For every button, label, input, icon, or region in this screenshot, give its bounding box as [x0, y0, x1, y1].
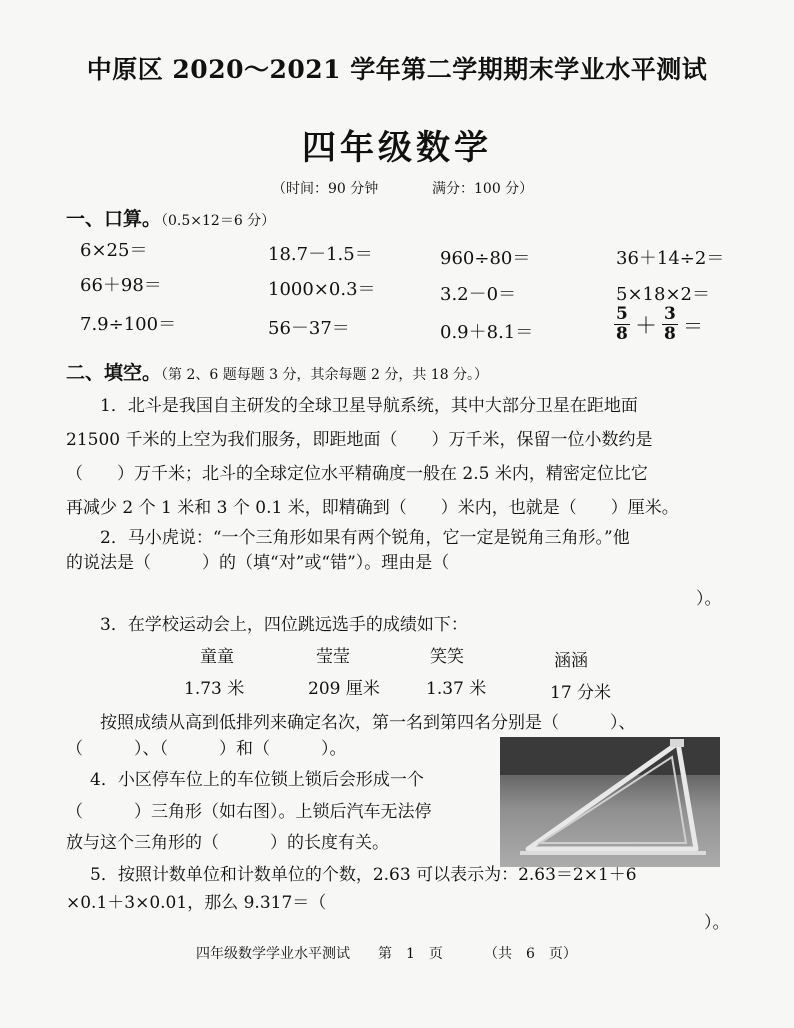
calc-problem: 960÷80＝ — [440, 248, 531, 269]
q1-line: 21500 千米的上空为我们服务，即距地面（ ）万千米，保留一位小数约是 — [66, 430, 653, 450]
q3-line: （ ）、（ ）和（ ）。 — [66, 739, 347, 759]
calc-problem: 1000×0.3＝ — [268, 279, 376, 300]
section2-heading — [66, 358, 488, 385]
section1-note: （0.5×12＝6 分） — [161, 213, 276, 229]
footer-label: 四年级数学学业水平测试 — [196, 946, 350, 962]
fraction-problem — [614, 305, 703, 344]
fraction-a — [614, 305, 630, 344]
calc-problem: 3.2－0＝ — [440, 284, 517, 305]
section2-note: （第 2、6 题每题 3 分，其余每题 2 分，共 18 分。） — [161, 367, 489, 383]
q4-line: （ ）三角形（如右图）。上锁后汽车无法停 — [66, 802, 432, 822]
q3-line: 按照成绩从高到低排列来确定名次，第一名到第四名分别是（ ）、 — [100, 713, 636, 733]
calc-problem: 5×18×2＝ — [616, 284, 710, 305]
calc-problem: 66＋98＝ — [80, 275, 162, 296]
parking-lock-photo — [500, 737, 720, 867]
q3-score: 1.37 米 — [426, 679, 487, 699]
footer-page: 第 1 页 — [378, 946, 443, 962]
calc-problem: 6×25＝ — [80, 240, 148, 261]
parking-lock-triangle-icon — [500, 737, 720, 867]
fraction-b — [662, 305, 678, 344]
q3-score: 17 分米 — [550, 683, 612, 703]
q3-intro: 3．在学校运动会上，四位跳远选手的成绩如下： — [100, 615, 468, 635]
fraction-a-numerator: 5 — [616, 304, 628, 324]
exam-time: （时间：90 分钟 — [272, 181, 379, 197]
q4-line: 4．小区停车位上的车位锁上锁后会形成一个 — [90, 770, 424, 790]
q3-name: 莹莹 — [316, 647, 350, 667]
fraction-operator: ＋ — [634, 314, 657, 339]
q3-name: 涵涵 — [554, 651, 588, 671]
exam-subject: 四年级数学 — [302, 128, 492, 168]
calc-problem: 0.9＋8.1＝ — [440, 322, 534, 343]
fraction-b-denominator: 8 — [664, 324, 676, 344]
q2-end: ）。 — [696, 589, 722, 609]
q3-name: 笑笑 — [430, 647, 464, 667]
q3-score: 1.73 米 — [184, 679, 245, 699]
calc-problem: 18.7－1.5＝ — [268, 244, 373, 265]
q4-line: 放与这个三角形的（ ）的长度有关。 — [66, 833, 389, 853]
q1-line: 1．北斗是我国自主研发的全球卫星导航系统，其中大部分卫星在距地面 — [100, 396, 638, 416]
q2-line: 的说法是（ ）的（填“对”或“错”）。理由是（ — [66, 553, 450, 573]
q1-line: （ ）万千米；北斗的全球定位水平精确度一般在 2.5 米内，精密定位比它 — [66, 464, 648, 484]
section1-heading — [66, 204, 275, 231]
section2-title: 二、填空。 — [66, 362, 162, 384]
exam-title: 中原区 2020～2021 学年第二学期期末学业水平测试 — [86, 55, 708, 84]
calc-problem: 56－37＝ — [268, 318, 350, 339]
calc-problem: 36＋14÷2＝ — [616, 248, 725, 269]
footer-total: （共 6 页） — [484, 946, 577, 962]
q5-end: ）。 — [704, 913, 730, 933]
fraction-a-denominator: 8 — [616, 324, 628, 344]
section1-title: 一、口算。 — [66, 208, 162, 230]
q5-line: 5．按照计数单位和计数单位的个数，2.63 可以表示为：2.63＝2×1＋6 — [90, 865, 637, 885]
q1-line: 再减少 2 个 1 米和 3 个 0.1 米，即精确到（ ）米内，也就是（ ）厘米。 — [66, 498, 679, 518]
q5-line: ×0.1＋3×0.01，那么 9.317＝（ — [66, 893, 327, 913]
fraction-b-numerator: 3 — [664, 304, 676, 324]
calc-problem: 7.9÷100＝ — [80, 314, 177, 335]
exam-full-score: 满分：100 分） — [432, 181, 534, 197]
q2-line: 2．马小虎说：“一个三角形如果有两个锐角，它一定是锐角三角形。”他 — [100, 528, 630, 548]
q3-score: 209 厘米 — [308, 679, 380, 699]
q3-name: 童童 — [200, 647, 234, 667]
fraction-equals: ＝ — [682, 314, 703, 338]
